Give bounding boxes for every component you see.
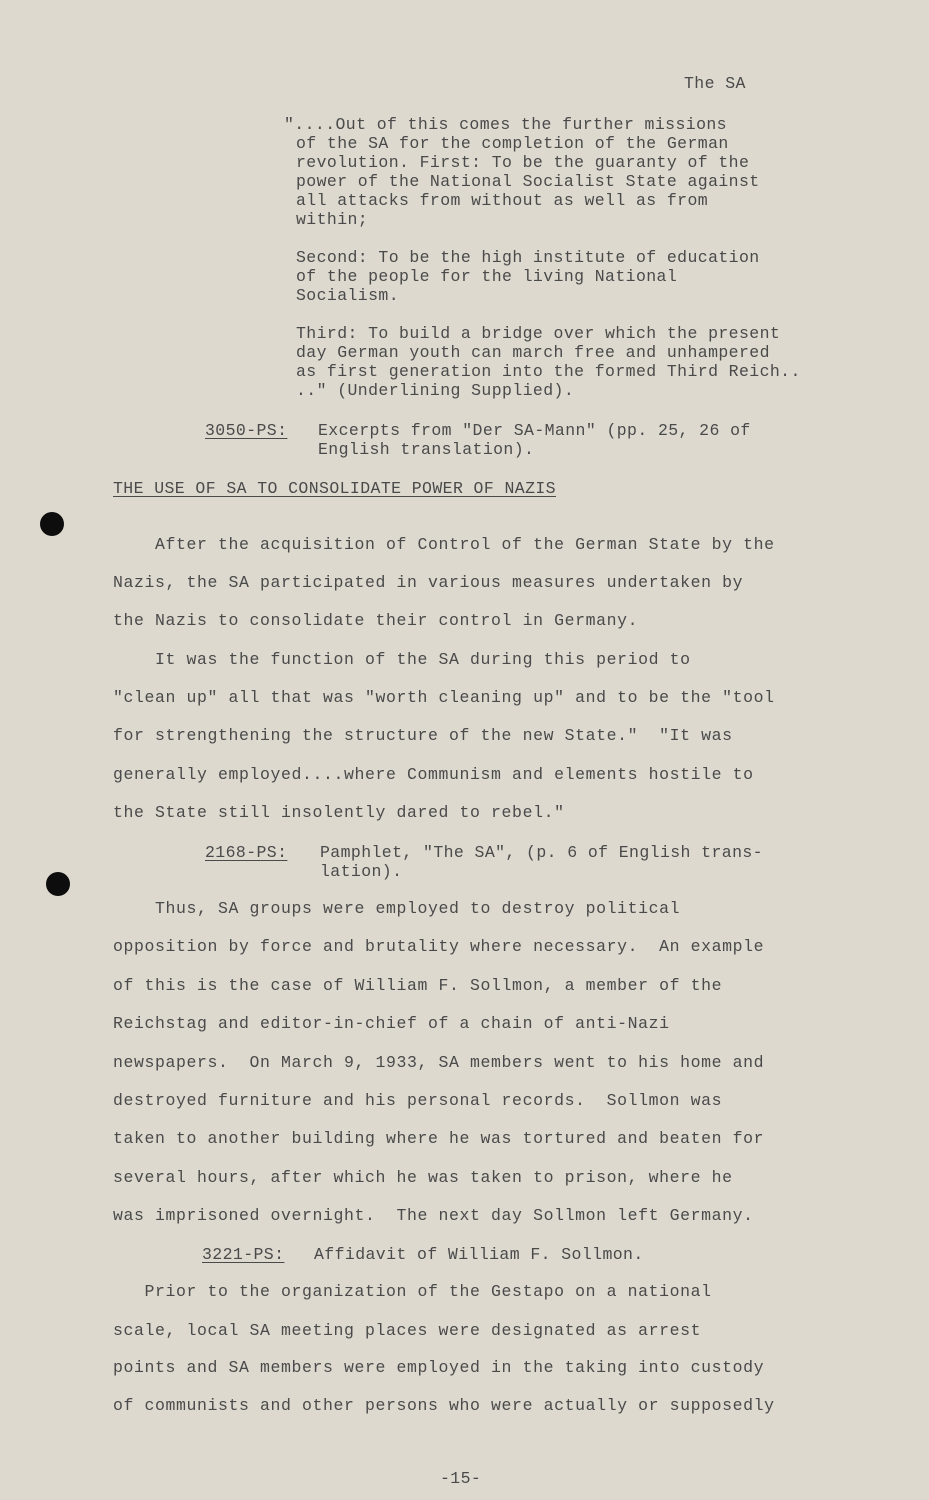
body-line: of communists and other persons who were actually or supposedly	[113, 1396, 775, 1415]
body-line: generally employed....where Communism and elements hostile to	[113, 765, 754, 784]
body-line: points and SA members were employed in the taking into custody	[113, 1358, 765, 1377]
citation-text: Affidavit of William F. Sollmon.	[314, 1245, 644, 1264]
quote-line: as first generation into the formed Third Reich..	[296, 362, 801, 381]
citation-ref: 3050-PS:	[205, 421, 288, 440]
citation-text: English translation).	[318, 440, 535, 459]
citation-text: Pamphlet, "The SA", (p. 6 of English trans-	[320, 843, 763, 862]
quote-line: power of the National Socialist State against	[296, 172, 760, 191]
page-number: -15-	[440, 1469, 482, 1488]
body-line: Nazis, the SA participated in various measures undertaken by	[113, 573, 744, 592]
citation-text: Excerpts from "Der SA-Mann" (pp. 25, 26 of	[318, 421, 751, 440]
quote-line: Socialism.	[296, 286, 400, 305]
quote-line: within;	[296, 210, 369, 229]
body-line: "clean up" all that was "worth cleaning up" and to be the "tool	[113, 688, 775, 707]
quote-line: day German youth can march free and unhampered	[296, 343, 770, 362]
body-line: After the acquisition of Control of the German State by the	[113, 535, 775, 554]
quote-line: Second: To be the high institute of education	[296, 248, 760, 267]
body-line: the Nazis to consolidate their control in Germany.	[113, 611, 639, 630]
body-line: Thus, SA groups were employed to destroy political	[113, 899, 681, 918]
citation-ref: 3221-PS:	[202, 1245, 285, 1264]
quote-line: Third: To build a bridge over which the present	[296, 324, 781, 343]
section-heading: THE USE OF SA TO CONSOLIDATE POWER OF NAZIS	[113, 479, 556, 498]
body-line: destroyed furniture and his personal records. Sollmon was	[113, 1091, 723, 1110]
running-title: The SA	[684, 74, 746, 93]
quote-line: "....Out of this comes the further missions	[284, 115, 727, 134]
body-line: the State still insolently dared to rebel."	[113, 803, 565, 822]
citation-ref: 2168-PS:	[205, 843, 288, 862]
body-line: scale, local SA meeting places were designated as arrest	[113, 1321, 702, 1340]
quote-line: all attacks from without as well as from	[296, 191, 709, 210]
body-line: of this is the case of William F. Sollmon, a member of the	[113, 976, 723, 995]
body-line: newspapers. On March 9, 1933, SA members went to his home and	[113, 1053, 765, 1072]
body-line: Prior to the organization of the Gestapo on a national	[113, 1282, 712, 1301]
quote-line: of the people for the living National	[296, 267, 678, 286]
quote-line: revolution. First: To be the guaranty of the	[296, 153, 750, 172]
quote-line: .." (Underlining Supplied).	[296, 381, 575, 400]
citation-text: lation).	[320, 862, 403, 881]
body-line: opposition by force and brutality where necessary. An example	[113, 937, 765, 956]
punch-hole-bottom	[46, 872, 70, 896]
body-line: Reichstag and editor-in-chief of a chain of anti-Nazi	[113, 1014, 670, 1033]
body-line: for strengthening the structure of the new State." "It was	[113, 726, 733, 745]
quote-line: of the SA for the completion of the German	[296, 134, 729, 153]
body-line: It was the function of the SA during this period to	[113, 650, 691, 669]
body-line: taken to another building where he was tortured and beaten for	[113, 1129, 765, 1148]
punch-hole-top	[40, 512, 64, 536]
body-line: several hours, after which he was taken to prison, where he	[113, 1168, 733, 1187]
body-line: was imprisoned overnight. The next day Sollmon left Germany.	[113, 1206, 754, 1225]
